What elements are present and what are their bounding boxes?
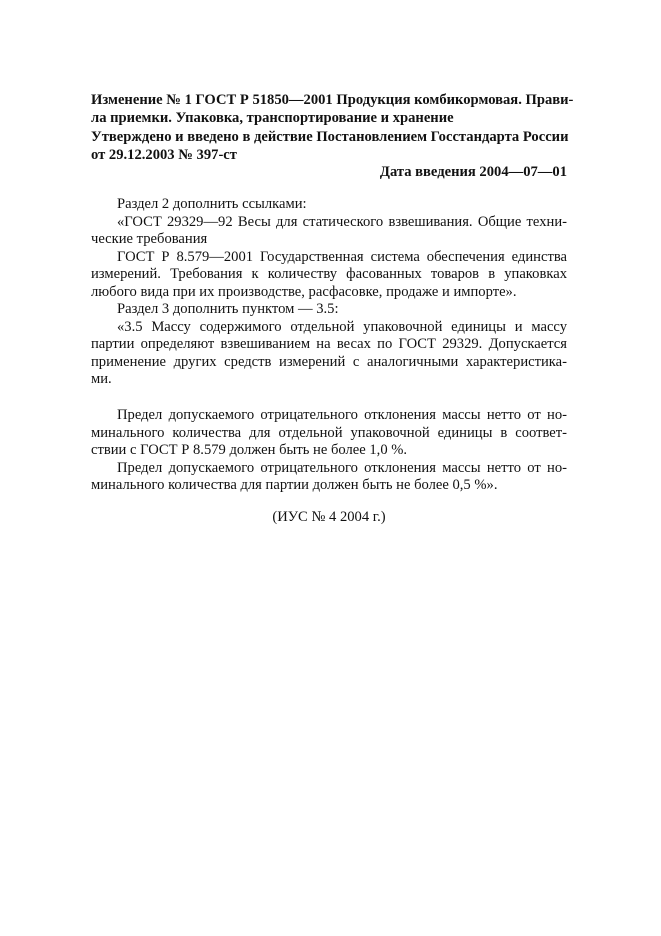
approval-line-2: от 29.12.2003 № 397-ст bbox=[91, 146, 237, 163]
para1-line-3: ствии с ГОСТ Р 8.579 должен быть не более 1,0 %. bbox=[91, 442, 408, 458]
tolerance-paragraphs bbox=[91, 407, 567, 495]
para1-line-2: минального количества для отдельной упаковочной единицы в соответ- bbox=[91, 424, 567, 441]
ref1-line-2: ческие требования bbox=[91, 231, 208, 247]
title-line-2: ла приемки. Упаковка, транспортирование и хранение bbox=[91, 109, 454, 126]
section3-intro: Раздел 3 дополнить пунктом — 3.5: bbox=[117, 301, 339, 317]
ref2-line-1: ГОСТ Р 8.579—2001 Государственная система обеспечения единства bbox=[117, 248, 567, 265]
title-line-1: Изменение № 1 ГОСТ Р 51850—2001 Продукция комбикормовая. Прави- bbox=[91, 92, 574, 108]
item35-line-4: ми. bbox=[91, 371, 112, 387]
approval-line-1: Утверждено и введено в действие Постановлением Госстандарта России bbox=[91, 129, 569, 145]
ref2-line-2: измерений. Требования к количеству фасованных товаров в упаковках bbox=[91, 266, 567, 282]
item35-line-2: партии определяют взвешиванием на весах по ГОСТ 29329. Допускается bbox=[91, 336, 567, 352]
para2-line-2: минального количества для партии должен быть не более 0,5 %». bbox=[91, 477, 498, 493]
para1-line-1: Предел допускаемого отрицательного отклонения массы нетто от но- bbox=[117, 407, 567, 423]
ref2-line-3: любого вида при их производстве, расфасовке, продаже и импорте». bbox=[91, 283, 517, 300]
document-body bbox=[91, 196, 567, 389]
source-note: (ИУС № 4 2004 г.) bbox=[272, 509, 386, 525]
section2-intro: Раздел 2 дополнить ссылками: bbox=[117, 196, 307, 212]
effective-date-block bbox=[91, 164, 567, 182]
item35-line-1: «3.5 Массу содержимого отдельной упаковочной единицы и массу bbox=[117, 318, 567, 335]
effective-date: Дата введения 2004—07—01 bbox=[379, 164, 567, 180]
para2-line-1: Предел допускаемого отрицательного отклонения массы нетто от но- bbox=[117, 459, 567, 476]
source-note-block bbox=[91, 509, 567, 527]
approval-statement bbox=[91, 129, 567, 164]
item35-line-3: применение других средств измерений с аналогичными характеристика- bbox=[91, 353, 567, 370]
ref1-line-1: «ГОСТ 29329—92 Весы для статического взвешивания. Общие техни- bbox=[117, 213, 567, 230]
document-title bbox=[91, 92, 574, 127]
